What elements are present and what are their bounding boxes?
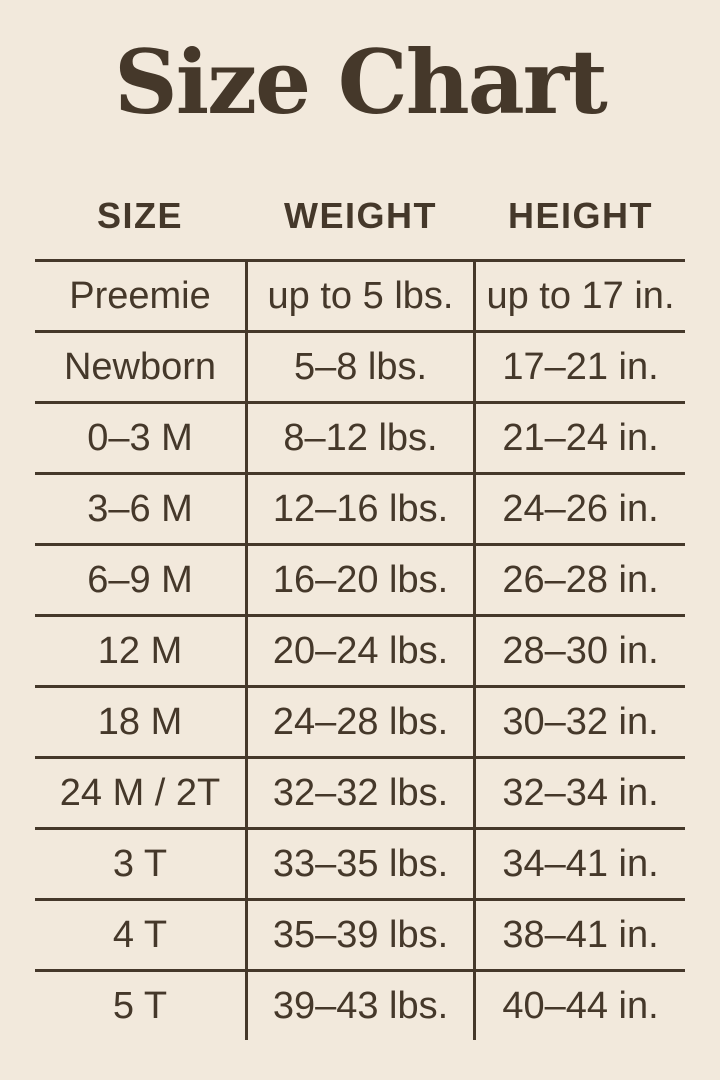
height-cell: 24–26 in. [502,487,659,530]
page-title: Size Chart [114,30,606,134]
weight-cell: 39–43 lbs. [245,972,476,1040]
table-row [35,330,685,401]
height-cell: 38–41 in. [502,913,659,956]
size-cell: Preemie [69,274,211,317]
size-cell: 24 M / 2T [59,771,221,814]
size-cell: Newborn [63,345,217,388]
weight-cell: 33–35 lbs. [245,830,476,898]
height-cell: 40–44 in. [502,984,659,1027]
table-row [35,472,685,543]
table-row [35,898,685,969]
table-row [35,259,685,330]
table-row [35,543,685,614]
size-cell: 18 M [97,700,183,743]
table-row [35,401,685,472]
weight-cell: 24–28 lbs. [245,688,476,756]
table-row [35,969,685,1040]
column-header-size: SIZE [96,195,183,236]
table-row [35,756,685,827]
weight-cell: 32–32 lbs. [245,759,476,827]
size-table [35,173,685,1040]
weight-cell: 12–16 lbs. [245,475,476,543]
height-cell: 30–32 in. [502,700,659,743]
weight-cell: 16–20 lbs. [245,546,476,614]
size-cell: 4 T [112,913,168,956]
column-header-weight: WEIGHT [284,195,437,236]
size-cell: 6–9 M [87,558,193,601]
table-body [35,259,685,1040]
weight-cell: 8–12 lbs. [245,404,476,472]
height-cell: 21–24 in. [502,416,659,459]
height-cell: 17–21 in. [502,345,659,388]
weight-cell: up to 5 lbs. [245,262,476,330]
table-row [35,827,685,898]
size-cell: 12 M [97,629,183,672]
height-cell: 34–41 in. [502,842,659,885]
size-cell: 0–3 M [87,416,193,459]
weight-cell: 5–8 lbs. [245,333,476,401]
table-row [35,685,685,756]
column-header-height: HEIGHT [507,195,653,236]
size-cell: 5 T [112,984,168,1027]
table-row [35,614,685,685]
weight-cell: 35–39 lbs. [245,901,476,969]
height-cell: 28–30 in. [502,629,659,672]
size-cell: 3–6 M [87,487,193,530]
height-cell: 26–28 in. [502,558,659,601]
weight-cell: 20–24 lbs. [245,617,476,685]
size-cell: 3 T [112,842,168,885]
table-header-row [35,173,685,259]
height-cell: up to 17 in. [486,274,675,317]
height-cell: 32–34 in. [502,771,659,814]
